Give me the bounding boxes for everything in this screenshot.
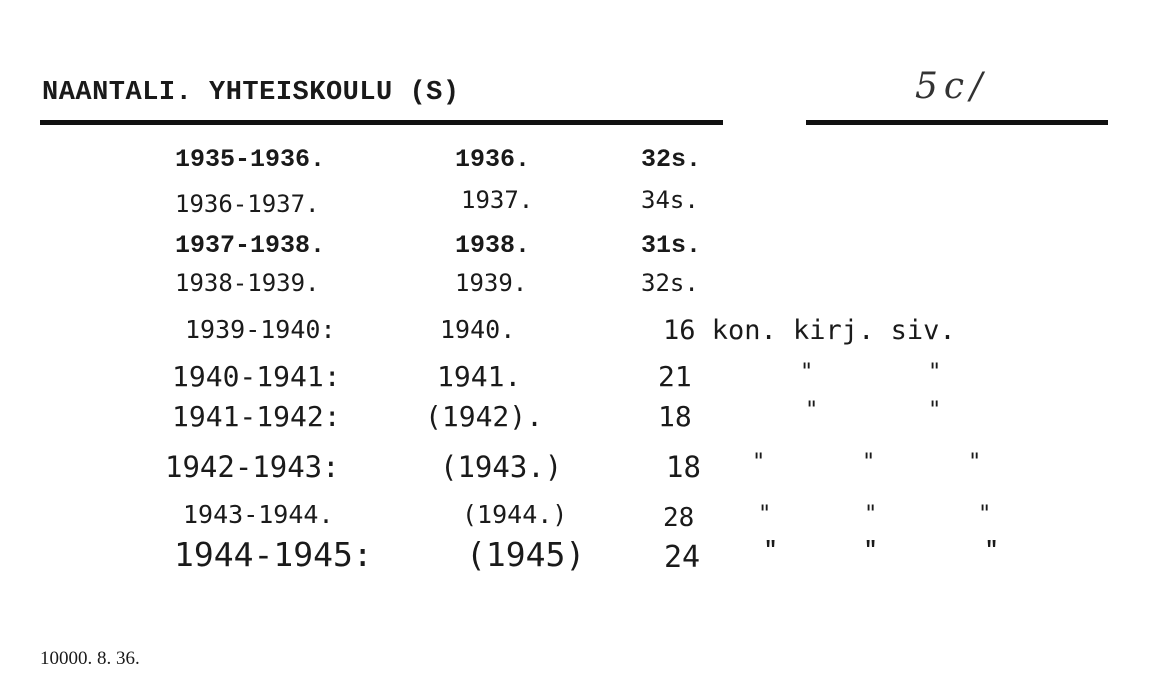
row-5-pages: 21 [658,360,692,393]
row-9-year: (1945) [466,535,586,574]
row-7-year: (1943.) [440,450,563,484]
row-5-ditto-1: " [800,360,814,385]
row-0-pages: 32s. [641,145,702,174]
row-8-ditto-3: " [978,502,992,527]
row-1-year: 1937. [461,186,534,214]
handwritten-code: 5c/ [915,66,989,107]
row-8-year: (1944.) [462,500,568,529]
row-2-pages: 31s. [641,231,702,260]
row-7-pages: 18 [666,450,701,484]
row-0-year: 1936. [455,145,531,174]
row-3-year: 1939. [455,269,528,297]
row-8-ditto-1: " [758,502,772,527]
row-6-ditto-1: " [805,398,819,423]
row-6-year: (1942). [425,400,544,433]
row-9-ditto-2: " [864,538,878,563]
code-underline [806,120,1108,125]
row-6-school-year: 1941-1942: [172,400,341,433]
row-2-school-year: 1937-1938. [175,231,326,260]
row-5-ditto-2: " [928,360,942,385]
row-8-pages: 28 [663,503,695,533]
row-6-ditto-2: " [928,398,942,423]
print-code: 10000. 8. 36. [40,648,140,669]
row-9-school-year: 1944-1945: [174,535,373,574]
row-1-pages: 34s. [641,186,699,214]
row-7-ditto-3: " [968,450,982,475]
row-4-year: 1940. [440,315,516,344]
row-3-pages: 32s. [641,269,699,297]
row-7-ditto-2: " [862,450,876,475]
row-7-ditto-1: " [752,450,766,475]
row-9-ditto-1: " [764,538,778,563]
row-4-school-year: 1939-1940: [185,315,336,344]
row-5-year: 1941. [437,360,522,393]
row-6-pages: 18 [658,400,692,433]
row-4-pages: 16 kon. kirj. siv. [663,315,956,346]
title-underline [40,120,723,125]
row-1-school-year: 1936-1937. [175,190,320,218]
row-0-school-year: 1935-1936. [175,145,326,174]
row-7-school-year: 1942-1943: [165,450,340,484]
row-9-ditto-3: " [985,538,999,563]
row-8-ditto-2: " [864,502,878,527]
row-5-school-year: 1940-1941: [172,360,341,393]
row-8-school-year: 1943-1944. [183,500,334,529]
row-2-year: 1938. [455,231,531,260]
card-title: NAANTALI. YHTEISKOULU (S) [42,78,460,108]
row-9-pages: 24 [664,540,701,575]
row-3-school-year: 1938-1939. [175,269,320,297]
